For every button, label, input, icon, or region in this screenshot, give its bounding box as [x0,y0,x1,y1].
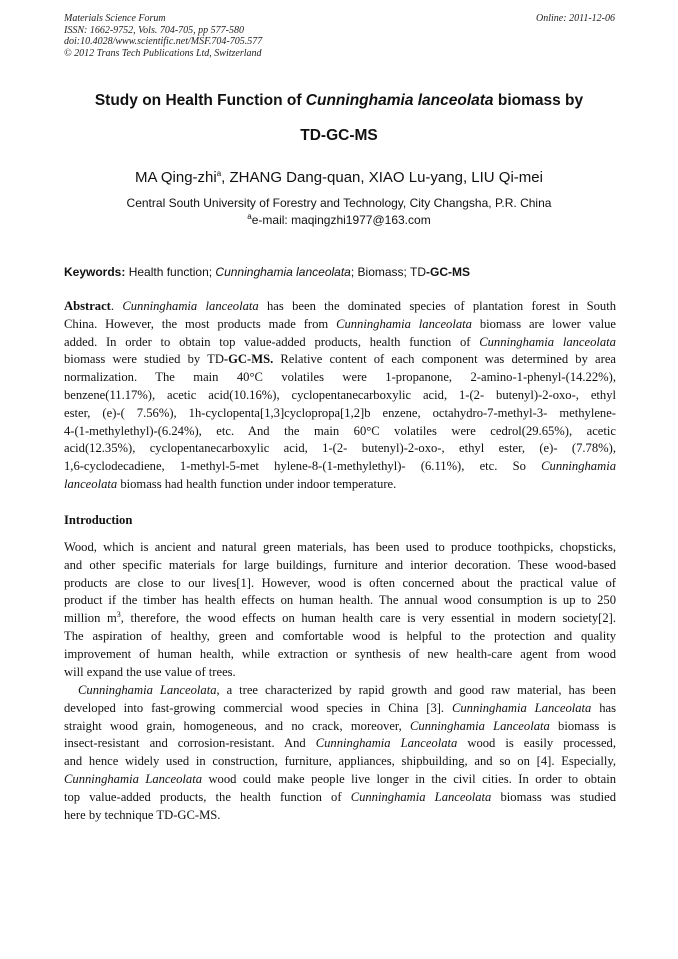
paragraph-line: improvement of human health, while extraction or synthesis of new health-care agent from wood [64,646,616,661]
abstract-line: 1,6-cyclodecadiene, 1-methyl-5-met hylene-8-(1-methylethyl)- (6.11%), etc. So Cunninghamia [64,459,616,474]
paragraph-line: insect-resistant and corrosion-resistant. And Cunninghamia Lanceolata wood is easily processed, [64,736,617,751]
affiliation: Central South University of Forestry and Technology, City Changsha, P.R. China [126,196,552,210]
abstract-line: lanceolata biomass had health function under indoor temperature. [64,476,397,491]
intro-paragraph-2 [64,682,616,824]
paragraph-line: The aspiration of healthy, green and comfortable wood is helpful to the protection and quality [64,628,616,643]
paragraph-line: here by technique TD-GC-MS. [64,807,221,822]
paragraph-line: will expand the use value of trees. [64,664,236,679]
paragraph-line: million $m^3$, therefore, the wood effects on human health care is very essential in modern society[2]. [64,610,616,626]
keywords-label: Keywords: [64,265,126,279]
abstract-line: normalization. The main 40°C volatiles were 1-propanone, 2-amino-1-phenyl-(14.22%), [64,370,616,385]
paragraph-line: top value-added products, the health function of Cunninghamia Lanceolata biomass was studied [64,789,616,804]
keywords: Keywords: Health function; Cunninghamia lanceolata; Biomass; TD-GC-MS [64,265,470,279]
title-species: Cunninghamia lanceolata [305,92,494,109]
abstract [64,298,616,494]
abstract-line: ester, (e)-( 7.56%), 1h-cyclopenta[1,3]cyclopropa[1,2]b enzene, octahydro-7-methyl-3- methylene- [64,405,616,420]
abstract-line: China. However, the most products made from Cunninghamia lanceolata biomass are lower value [64,316,616,331]
author-1: MA Qing-zhi [135,169,217,186]
online-date: Online: 2011-12-06 [536,13,615,24]
abstract-line: 4-(1-methylethyl)-(6.24%), etc. And the main 60°C volatiles were cedrol(29.65%), acetic [64,423,616,438]
paragraph-line: products are close to our lives[1]. However, wood is often concerned about the practical value of [64,575,616,590]
paragraph-line: developed into fast-growing commercial wood species in China [3]. Cunninghamia Lanceolata has [64,700,617,715]
journal-name: Materials Science Forum [64,13,166,24]
section-heading-introduction: Introduction [64,513,133,527]
intro-paragraph-1 [64,539,616,681]
paragraph-line: and hence widely used in construction, furniture, appliances, shipbuilding, and so on [4]. Especially, [64,754,616,769]
author-list: MA Qing-zhi$^a$, ZHANG Dang-quan, XIAO Lu-yang, LIU Qi-mei [135,169,543,186]
author-email: $^a$e-mail: maqingzhi1977@163.com [247,212,431,227]
paragraph-line: Wood, which is ancient and natural green materials, has been used to produce toothpicks, chopsticks, [64,540,616,554]
other-authors: , ZHANG Dang-quan, XIAO Lu-yang, LIU Qi-mei [221,169,543,186]
paper-title: Study on Health Function of Cunninghamia lanceolata biomass by [94,92,584,109]
paragraph-line: straight wood grain, homogeneous, and no crack, moreover, Cunninghamia Lanceolata biomass is [64,718,616,733]
abstract-line: added. In order to obtain top value-added products, health function of Cunninghamia lanceolata [64,334,616,349]
journal-header [64,13,262,59]
paragraph-line: product if the timber has health effects on human health. The annual wood consumption is up to 250 [64,593,616,608]
paper-title-line2: TD-GC-MS [300,127,378,144]
abstract-label: Abstract [64,299,111,313]
issn-line: ISSN: 1662-9752, Vols. 704-705, pp 577-580 [64,24,244,36]
paragraph-line: Cunninghamia Lanceolata, a tree characterized by rapid growth and good raw material, has been [78,683,616,697]
abstract-line: benzene(11.17%), acetic acid(10.16%), cyclopentanecarboxylic acid, 1-(2- butenyl)-2-oxo-, ethyl [64,387,616,402]
abstract-line: Abstract. Cunninghamia lanceolata has been the dominated species of plantation forest in South [64,299,616,313]
copyright-line: © 2012 Trans Tech Publications Ltd, Switzerland [64,47,262,59]
abstract-line: acid(12.35%), cyclopentanecarboxylic acid, 1-(2- butenyl)-2-oxo-, ethyl ester, (e)- (7.78%), [64,441,616,456]
paragraph-line: Cunninghamia Lanceolata wood could make people live longer in the civil cities. In order to obtain [64,771,616,786]
doi-line: doi:10.4028/www.scientific.net/MSF.704-705.577 [64,36,263,47]
paragraph-line: and other specific materials for large buildings, furniture and interior decoration. These wood-based [64,557,616,572]
abstract-line: biomass were studied by TD-GC-MS. Relative content of each component was determined by area [64,352,617,367]
